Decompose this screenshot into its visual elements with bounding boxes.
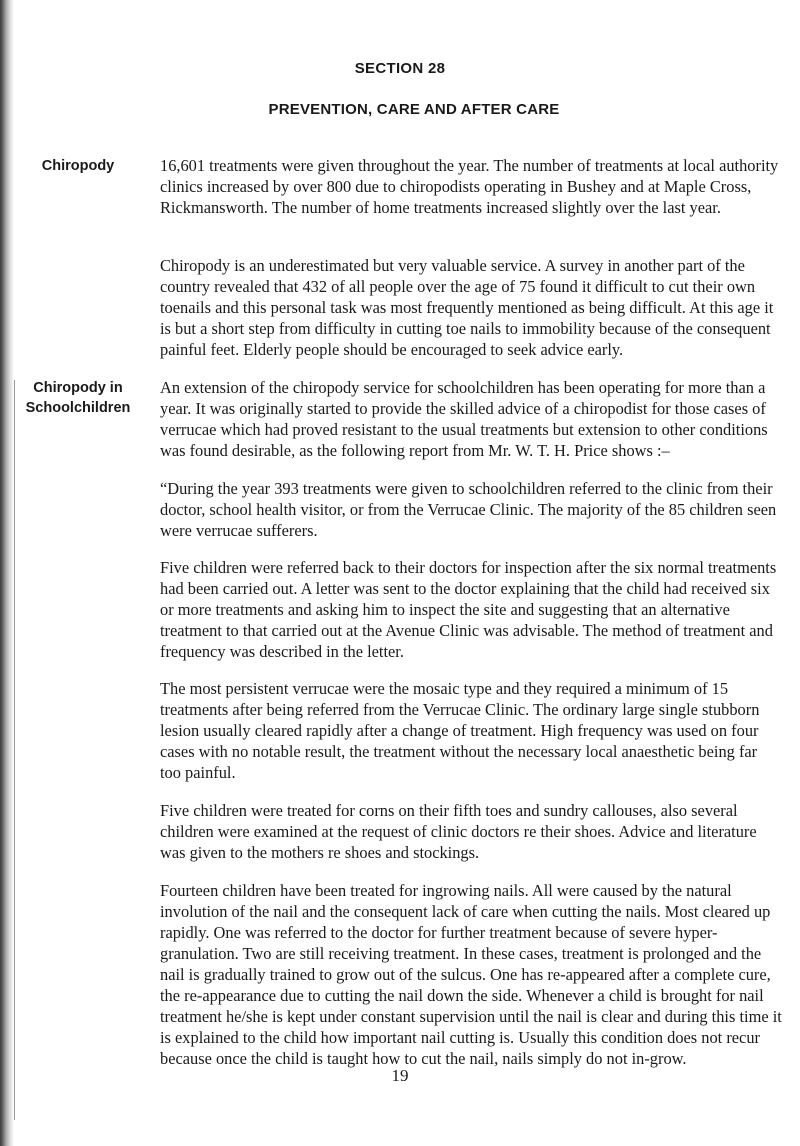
- paragraph-referred-back: Five children were referred back to their doctors for inspection after the six normal treatments had been carried out. A letter was sent to the doctor explaining that the child had received six or more treatments and asking him to inspect the site and suggesting that an alternative treatment to that carried out at the Avenue Clinic was advisable. The method of treatment and frequency was described in the letter.: [160, 558, 777, 661]
- side-heading-chiropody: [6, 156, 150, 176]
- side-heading-chiropody-in-schoolchildren: [6, 378, 150, 418]
- page-number: 19: [391, 1066, 409, 1085]
- section-number: SECTION 28: [354, 60, 446, 77]
- paragraph-report-treatments: “During the year 393 treatments were given to schoolchildren referred to the clinic from their doctor, school health visitor, or from the Verrucae Clinic. The majority of the 85 children seen were verrucae sufferers.: [160, 479, 777, 540]
- page-binding-shadow: [14, 380, 15, 1120]
- paragraph-ingrowing-nails: Fourteen children have been treated for ingrowing nails. All were caused by the natural involution of the nail and the consequent lack of care when cutting the nails. Most cleared up rapidly. One was referred to the doctor for further treatment because of severe hyper-granulation. Two are still receiving treatment. In these cases, treatment is prolonged and the nail is gradually trained to grow out of the sulcus. One has re-appeared after a complete cure, the re-appearance due to cutting the nail down the side. Whenever a child is brought for nail treatment he/she is kept under constant supervision until the nail is clear and during this time it is explained to the child how important nail cutting is. Usually this condition does not recur because once the child is taught how to cut the nail, nails simply do not in-grow.: [160, 881, 782, 1068]
- section-title: PREVENTION, CARE AND AFTER CARE: [268, 101, 560, 118]
- paragraph-schoolchildren-extension: An extension of the chiropody service for schoolchildren has been operating for more than a year. It was originally started to provide the skilled advice of a chiropodist for those cases of verrucae which had proved resistant to the usual treatments but extension to other conditions was found desirable, as the following report from Mr. W. T. H. Price shows :–: [160, 378, 768, 460]
- paragraph-treatments-count: 16,601 treatments were given throughout the year. The number of treatments at local authority clinics increased by over 800 due to chiropodists operating in Bushey and at Maple Cross, Rickmansworth. The number of home treatments increased slightly over the last year.: [160, 156, 779, 217]
- paragraph-persistent-verrucae: The most persistent verrucae were the mosaic type and they required a minimum of 15 treatments after being referred from the Verrucae Clinic. The ordinary large single stubborn lesion usually cleared rapidly after a change of treatment. High frequency was used on four cases with no notable result, the treatment without the necessary local anaesthetic being far too painful.: [160, 679, 760, 782]
- side-heading-line-2: Schoolchildren: [25, 400, 131, 416]
- side-heading-chiropody-text: Chiropody: [41, 158, 115, 174]
- side-heading-line-1: Chiropody in: [33, 380, 123, 396]
- paragraph-underestimated-service: Chiropody is an underestimated but very valuable service. A survey in another part of the country revealed that 432 of all people over the age of 75 found it difficult to cut their own toenails and this personal task was most frequently mentioned as being difficult. At this age it is but a short step from difficulty in cutting toe nails to immobility because of the consequent painful feet. Elderly people should be encouraged to seek advice early.: [160, 256, 774, 359]
- paragraph-corns: Five children were treated for corns on their fifth toes and sundry callouses, also several children were examined at the request of clinic doctors re their shoes. Advice and literature was given to the mothers re shoes and stockings.: [160, 801, 757, 862]
